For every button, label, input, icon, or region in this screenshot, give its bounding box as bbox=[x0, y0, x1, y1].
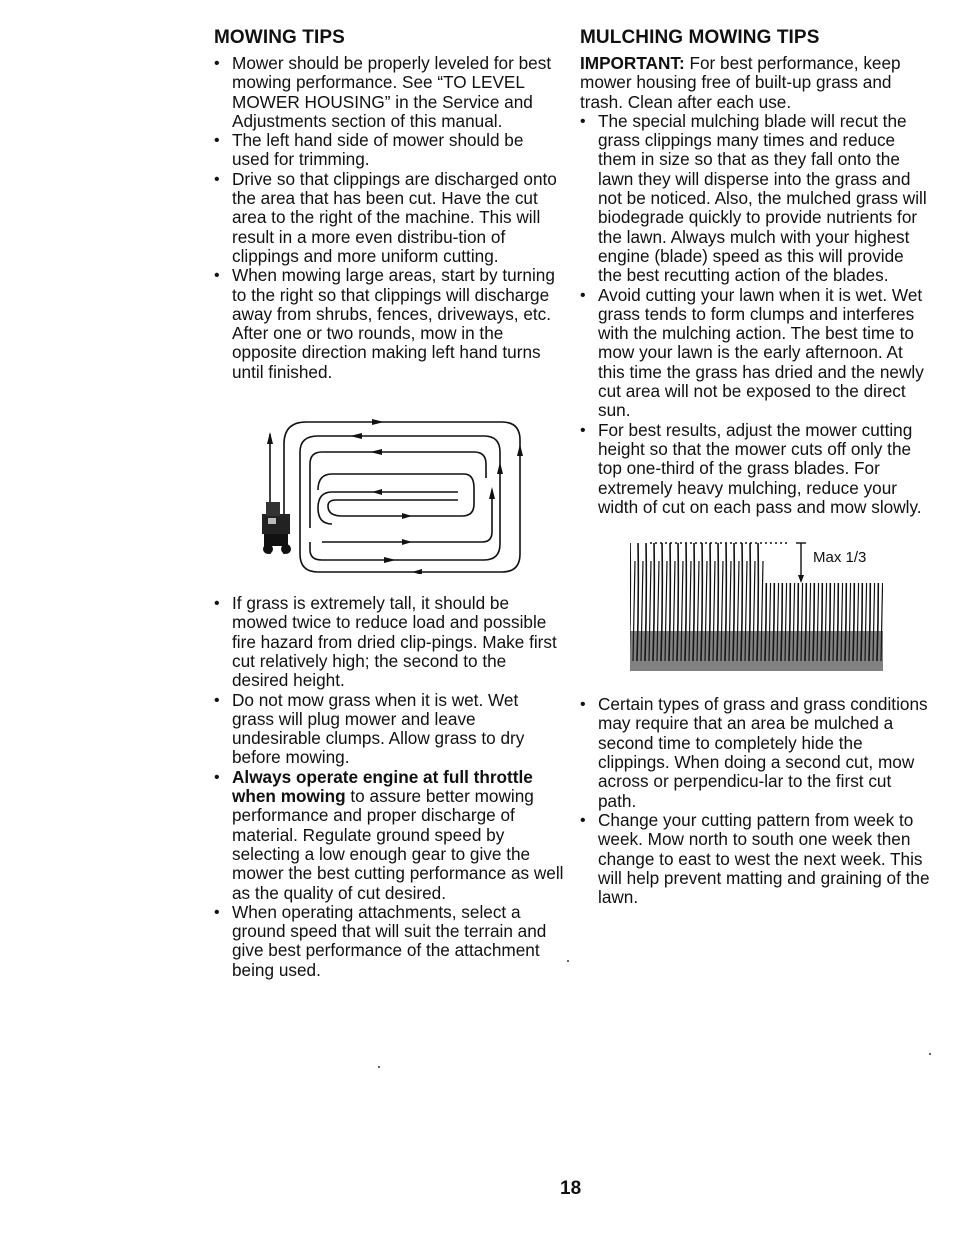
mowing-tips-heading: MOWING TIPS bbox=[214, 27, 345, 48]
riding-mower-icon bbox=[262, 502, 291, 554]
important-note bbox=[580, 54, 932, 112]
mulching-tips-heading: MULCHING MOWING TIPS bbox=[580, 27, 820, 48]
list-item: • If grass is extremely tall, it should be mowed twice to reduce load and possible fire hazard from dried clip-pings. Make first cut relatively high; the second to the desired height. bbox=[214, 594, 564, 690]
list-item: • Mower should be properly leveled for best mowing performance. See “TO LEVEL MOWER HOUSING” in the Service and Adjustments section of this manual. bbox=[214, 54, 564, 131]
scan-speck bbox=[378, 1066, 380, 1068]
max-one-third-label: Max 1/3 bbox=[813, 549, 867, 567]
list-item: • When operating attachments, select a ground speed that will suit the terrain and give best performance of the attachment being used. bbox=[214, 903, 564, 980]
list-item: • The special mulching blade will recut the grass clippings many times and reduce them in size so that as they fall onto the lawn they will disperse into the grass and not be noticed. Also, the mulched grass will biodegrade quickly to provide nutrients for the lawn. Always mulch with your highest engine (blade) speed as this will provide the best recutting action of the blades. bbox=[580, 112, 932, 286]
list-item: • For best results, adjust the mower cutting height so that the mower cuts off only the top one-third of the grass blades. For extremely heavy mulching, reduce your width of cut on each pass and mow slowly. bbox=[580, 421, 932, 517]
mowing-tips-list-top bbox=[214, 54, 564, 382]
important-label: IMPORTANT: bbox=[580, 53, 685, 73]
scan-speck bbox=[567, 960, 569, 962]
list-item: • Avoid cutting your lawn when it is wet. Wet grass tends to form clumps and interferes with the mulching action. The best time to mow your lawn is the early afternoon. At this time the grass has dried and the newly cut area will not be exposed to the direct sun. bbox=[580, 286, 932, 421]
list-item: • When mowing large areas, start by turning to the right so that clippings will discharge away from shrubs, fences, driveways, etc. After one or two rounds, mow in the opposite direction making left hand turns until finished. bbox=[214, 266, 564, 382]
list-item: • The left hand side of mower should be used for trimming. bbox=[214, 131, 564, 170]
mulching-tips-list-top bbox=[580, 112, 932, 517]
list-item: • Do not mow grass when it is wet. Wet grass will plug mower and leave undesirable clumps. Allow grass to dry before mowing. bbox=[214, 691, 564, 768]
mowing-tips-list-bottom bbox=[214, 594, 564, 980]
list-item: • Drive so that clippings are discharged onto the area that has been cut. Have the cut area to the right of the machine. This will result in a more even distribu-tion of clippings and more uniform cutting. bbox=[214, 170, 564, 266]
list-item: • Certain types of grass and grass conditions may require that an area be mulched a second time to completely hide the clippings. When doing a second cut, mow across or perpendicu-lar to the first cut path. bbox=[580, 695, 932, 811]
mowing-tips-column bbox=[214, 27, 564, 980]
mowing-pattern-diagram bbox=[262, 404, 527, 574]
page-number: 18 bbox=[560, 1178, 582, 1199]
mulching-tips-column bbox=[580, 27, 932, 907]
list-item: • Change your cutting pattern from week to week. Mow north to south one week then change to east to west the next week. This will help prevent matting and graining of the lawn. bbox=[580, 811, 932, 907]
important-text: For best performance, keep mower housing free of built-up grass and trash. Clean after each use. bbox=[580, 53, 901, 112]
throttle-warning-bold: Always operate engine at full throttle when mowing bbox=[232, 766, 533, 807]
scan-speck bbox=[929, 1053, 931, 1055]
throttle-warning-text: to assure better mowing performance and proper discharge of material. Regulate ground speed by selecting a low enough gear to give the mower the best cutting performance as well as the quality of cut desired. bbox=[232, 786, 564, 903]
list-item bbox=[214, 768, 564, 903]
mulching-tips-list-bottom bbox=[580, 695, 932, 907]
grass-height-illustration bbox=[620, 531, 900, 681]
